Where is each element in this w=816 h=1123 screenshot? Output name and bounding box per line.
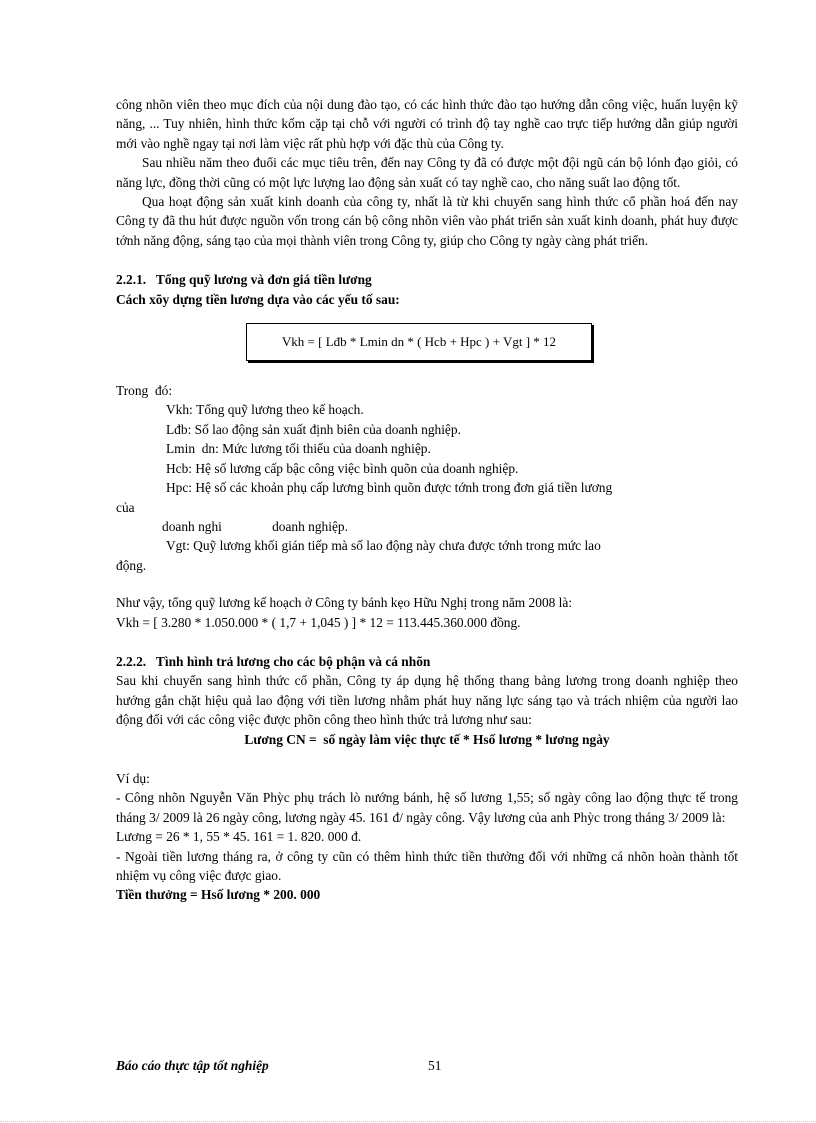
example-bonus-note: - Ngoài tiền lương tháng ra, ở công ty cũn có thêm hình thức tiền thưởng đối với những cá nhõn hoàn thành tốt nhiệm vụ công việc được giao. xyxy=(116,848,738,883)
page-footer xyxy=(116,1058,738,1074)
bonus-formula: Tiền thưởng = Hsố lương * 200. 000 xyxy=(116,887,321,903)
hpc-continuation: của xyxy=(116,499,135,515)
example-label: Ví dụ: xyxy=(116,770,150,786)
definition-vgt xyxy=(166,536,738,555)
definition-hcb xyxy=(166,459,738,478)
section-subheading: Cách xõy dựng tiền lương dựa vào các yếu tố sau: xyxy=(116,291,400,307)
definition-lmin xyxy=(166,439,738,458)
page-number: 51 xyxy=(428,1058,442,1073)
definition-vkh xyxy=(166,400,738,419)
where-label: Trong đó: xyxy=(116,383,173,399)
paragraph-salary-system: Sau khi chuyển sang hình thức cổ phần, Công ty áp dụng hệ thống thang bảng lương trong doanh nghiệp theo hướng gắn chặt hiệu quả lao động với tiền lương nhằm phát huy năng lực sáng tạo và trách nhiệm của người lao động đối với các công việc được phõn công theo hình thức trả lương như sau: xyxy=(116,673,738,728)
formula-box xyxy=(246,323,592,361)
footer-title: Báo cáo thực tập tốt nghiệp xyxy=(116,1058,269,1073)
definition-label: Hpc: xyxy=(166,480,196,496)
definition-label: Lđb: xyxy=(166,421,195,437)
definition-ldb xyxy=(166,420,738,439)
bottom-divider xyxy=(0,1121,816,1122)
example-worker: - Công nhõn Nguyễn Văn Phỳc phụ trách lò nướng bánh, hệ số lương 1,55; số ngày công lao động thực tế trong tháng 3/ 2009 là 26 ngày công, lương ngày 45. 161 đ/ ngày công. Vậy lương của anh Phỳc trong tháng 3/ 2009 là: xyxy=(116,790,738,825)
calculation-intro: Như vậy, tổng quỹ lương kế hoạch ở Công ty bánh kẹo Hữu Nghị trong năm 2008 là: xyxy=(116,595,573,611)
definition-label: Lmin dn: xyxy=(166,441,223,457)
definition-text: Tổng quỹ lương theo kế hoạch. xyxy=(196,402,364,418)
calculation-result: Vkh = [ 3.280 * 1.050.000 * ( 1,7 + 1,045 ) ] * 12 = 113.445.360.000 đồng. xyxy=(116,614,521,630)
definition-label: Vkh: xyxy=(166,402,197,418)
section-heading-2-2-2: 2.2.2. Tình hình trả lương cho các bộ phận và cá nhõn xyxy=(116,653,431,669)
page-content xyxy=(116,95,738,905)
salary-formula: Lương CN = số ngày làm việc thực tế * Hsố lương * lương ngày xyxy=(244,731,610,747)
definition-text: Hệ số lương cấp bậc công việc bình quõn của doanh nghiệp. xyxy=(195,460,519,476)
definition-hpc xyxy=(166,478,738,497)
paragraph-development: Qua hoạt động sản xuất kinh doanh của công ty, nhất là từ khi chuyển sang hình thức cổ phần hoá đến nay Công ty đã thu hút được nguồn vốn trong cán bộ công nhõn viên vào phát triển sản xuất kinh doanh, phát huy được tớnh năng động, sáng tạo của mọi thành viên trong Công ty, giúp cho Công ty ngày càng phát triển. xyxy=(116,194,738,248)
definition-text: Hệ số các khoản phụ cấp lương bình quõn được tớnh trong đơn giá tiền lương xyxy=(195,480,613,496)
definition-text: Số lao động sản xuất định biên của doanh nghiệp. xyxy=(194,421,461,437)
paragraph-training: công nhõn viên theo mục đích của nội dung đào tạo, có các hình thức đào tạo hướng dẫn công việc, huấn luyện kỹ năng, ... Tuy nhiên, hình thức kốm cặp tại chỗ với người có trình độ tay nghề cao trực tiếp hướng dẫn giúp người mới vào nghề ngay tại nơi làm việc rất phù hợp với đặc thù của Công ty. xyxy=(116,97,738,151)
example-calculation: Lương = 26 * 1, 55 * 45. 161 = 1. 820. 000 đ. xyxy=(116,829,362,845)
paragraph-staff: Sau nhiều năm theo đuổi các mục tiêu trên, đến nay Công ty đã có được một đội ngũ cán bộ lónh đạo giỏi, có năng lực, đồng thời cũng có một lực lượng lao động sản xuất có tay nghề cao, cho năng suất lao động tốt. xyxy=(116,155,738,190)
definition-text: Mức lương tối thiểu của doanh nghiệp. xyxy=(222,441,431,457)
definition-label: Vgt: xyxy=(166,538,194,554)
vgt-continuation: động. xyxy=(116,557,147,573)
formula-text: Vkh = [ Lđb * Lmin dn * ( Hcb + Hpc ) + Vgt ] * 12 xyxy=(281,334,557,350)
definition-text: Quỹ lương khối gián tiếp mà số lao động này chưa được tớnh trong mức lao xyxy=(193,538,601,554)
hpc-continuation-2: doanh nghi doanh nghiệp. xyxy=(162,518,348,534)
definition-label: Hcb: xyxy=(166,460,196,476)
section-heading-2-2-1: 2.2.1. Tổng quỹ lương và đơn giá tiền lương xyxy=(116,272,372,288)
